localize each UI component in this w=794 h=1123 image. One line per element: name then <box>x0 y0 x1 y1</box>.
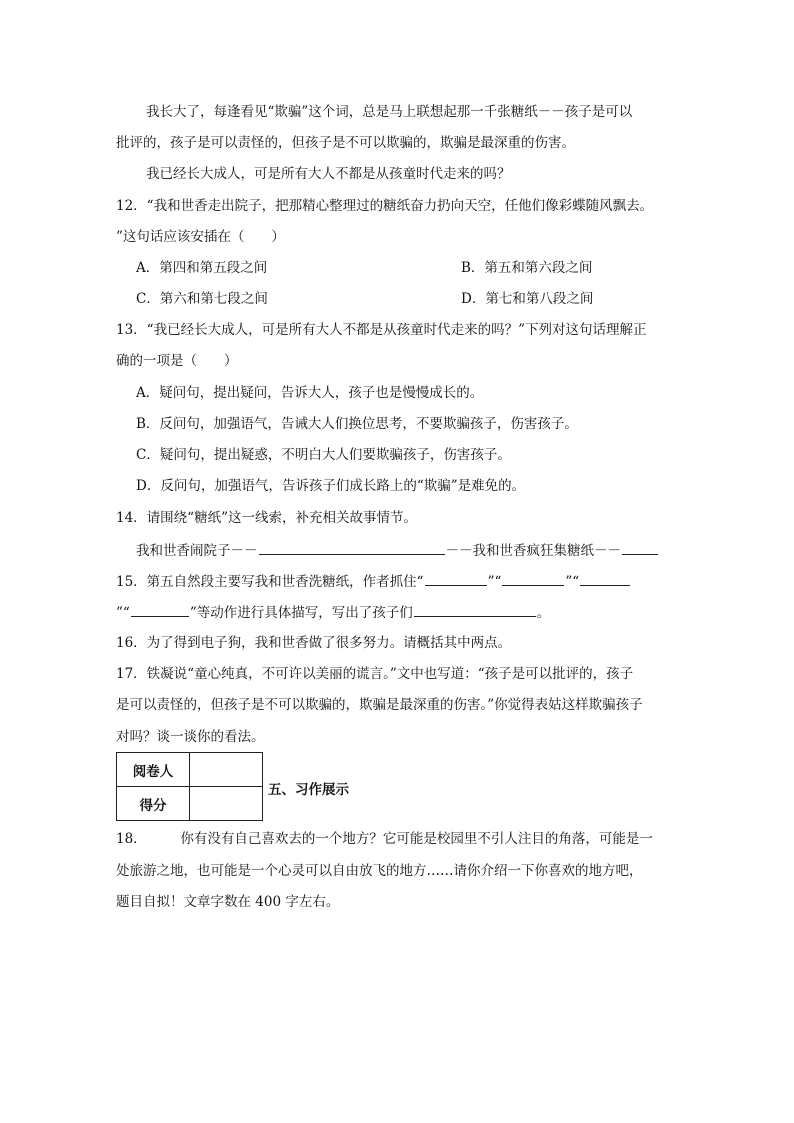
passage-paragraph-1-line-2: 批评的，孩子是可以责怪的，但孩子是不可以欺骗的，欺骗是最深重的伤害。 <box>116 135 575 151</box>
passage-paragraph-1-line-1: 我长大了，每逢看见“欺骗”这个词，总是马上联想起那一千张糖纸－－孩子是可以 <box>146 104 633 120</box>
reviewer-cell[interactable] <box>190 753 263 787</box>
question-12-option-a[interactable]: A．第四和第五段之间 <box>136 260 268 276</box>
question-14-stem: 14．请围绕“糖纸”这一线索，补充相关故事情节。 <box>116 510 417 526</box>
question-16-stem: 16．为了得到电子狗，我和世香做了很多努力。请概括其中两点。 <box>116 635 512 651</box>
question-15-blank-5[interactable] <box>414 602 536 617</box>
question-14-blank-1[interactable] <box>259 540 445 555</box>
question-15-quote-sep-2: ”“ <box>565 574 580 590</box>
question-15-quote-sep-1: ”“ <box>487 574 502 590</box>
question-17-line-2: 是可以责怪的，但孩子是不可以欺骗的，欺骗是最深重的伤害。”你觉得表姑这样欺骗孩子 <box>116 697 643 713</box>
question-13-option-d[interactable]: D．反问句，加强语气，告诉孩子们成长路上的“欺骗”是难免的。 <box>136 478 526 494</box>
question-17-line-3: 对吗？谈一谈你的看法。 <box>116 729 265 745</box>
question-13-option-a[interactable]: A．疑问句，提出疑问，告诉大人，孩子也是慢慢成长的。 <box>136 385 484 401</box>
question-15-line-1 <box>116 571 631 591</box>
question-14-plot-line <box>136 540 659 560</box>
question-15-prefix: 15．第五自然段主要写我和世香洗糖纸，作者抓住“ <box>116 574 424 590</box>
question-18-line-1: 18． 你有没有自己喜欢去的一个地方？它可能是校园里不引人注目的角落，可能是一 <box>116 831 653 847</box>
question-12-stem-line-2: ”这句话应该安插在（ ） <box>116 229 285 245</box>
question-12-stem-line-1: 12．“我和世香走出院子，把那精心整理过的糖纸奋力扔向天空，任他们像彩蝶随风飘去。 <box>116 198 654 214</box>
question-13-option-c[interactable]: C．疑问句，提出疑惑，不明白大人们要欺骗孩子，伤害孩子。 <box>136 447 511 463</box>
question-14-segment-1: 我和世香闹院子－－ <box>136 543 258 559</box>
question-13-option-b[interactable]: B．反问句，加强语气，告诫大人们换位思考，不要欺骗孩子，伤害孩子。 <box>136 416 578 432</box>
question-15-blank-3[interactable] <box>580 571 630 586</box>
score-cell[interactable] <box>190 787 263 821</box>
score-table <box>116 752 263 821</box>
question-13-stem-line-2: 确的一项是（ ） <box>116 353 238 369</box>
section-5-title: 五、习作展示 <box>268 782 349 798</box>
question-18-line-2: 处旅游之地，也可能是一个心灵可以自由放飞的地方……请你介绍一下你喜欢的地方吧， <box>116 863 643 879</box>
question-15-blank-4[interactable] <box>131 602 189 617</box>
passage-paragraph-2: 我已经长大成人，可是所有大人不都是从孩童时代走来的吗？ <box>146 166 511 182</box>
question-14-segment-2: －－我和世香疯狂集糖纸－－ <box>445 543 621 559</box>
question-15-blank-2[interactable] <box>502 571 564 586</box>
question-15-line-2 <box>116 602 550 622</box>
question-17-line-1: 17．铁凝说“童心纯真，不可许以美丽的谎言。”文中也写道：“孩子是可以批评的，孩子 <box>116 666 634 682</box>
question-15-quote-sep-3: ”“ <box>116 605 130 621</box>
question-15-mid-text: ”等动作进行具体描写，写出了孩子们 <box>189 605 413 621</box>
question-18-line-3: 题目自拟！文章字数在 400 字左右。 <box>116 894 340 910</box>
question-12-option-b[interactable]: B．第五和第六段之间 <box>461 260 593 276</box>
question-14-blank-2[interactable] <box>622 540 658 555</box>
question-13-stem-line-1: 13．“我已经长大成人，可是所有大人不都是从孩童时代走来的吗？”下列对这句话理解正 <box>116 322 647 338</box>
question-12-option-d[interactable]: D．第七和第八段之间 <box>461 291 594 307</box>
question-15-blank-1[interactable] <box>425 571 487 586</box>
reviewer-label: 阅卷人 <box>117 753 190 787</box>
question-12-option-c[interactable]: C．第六和第七段之间 <box>136 291 268 307</box>
score-label: 得分 <box>117 787 190 821</box>
question-15-end: 。 <box>536 605 551 621</box>
